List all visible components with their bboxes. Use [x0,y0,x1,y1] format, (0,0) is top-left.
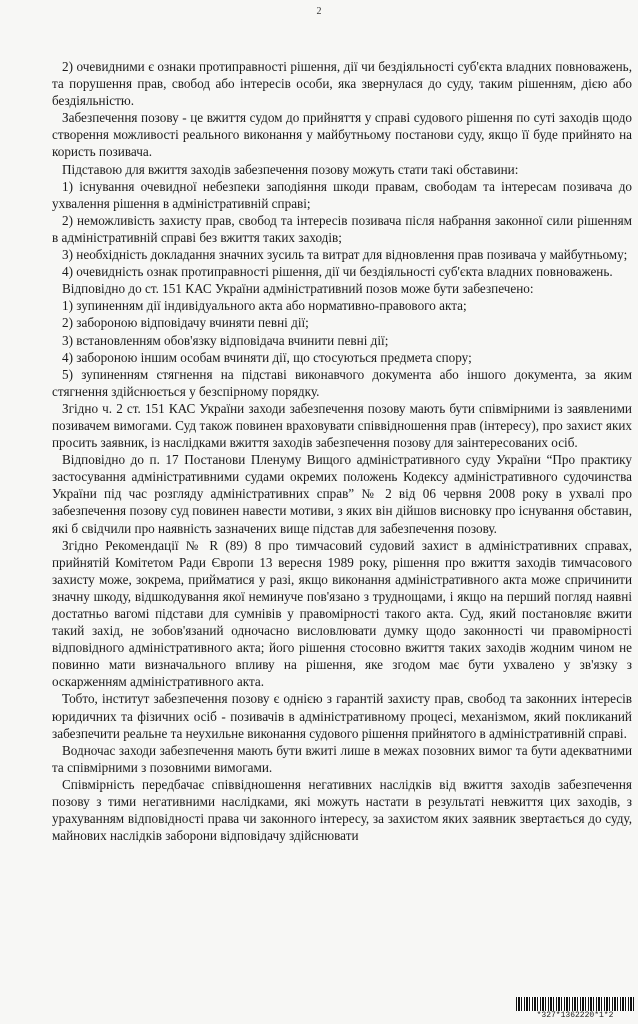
paragraph: Згідно Рекомендації № R (89) 8 про тимчасовий судовий захист в адміністративних справах, прийнятій Комітетом Ради Європи 13 вересня 1989 року, рішення про вжиття заходів тимчасового захисту може, зокрема, прийматися у разі, якщо виконання адміністративного акта може спричинити значну шкоду, відшкодування якої неминуче пов'язано з труднощами, і якщо на перший погляд наявні достатньо вагомі підстави для сумнівів у правомірності такого акта. Суд, який постановляє вжити такий захід, не зобов'язаний одночасно висловлювати думку щодо законності чи правомірності відповідного адміністративного акта; його рішення стосовно вжиття таких заходів жодним чином не повинно мати визначального впливу на рішення, яке згодом має бути ухвалено у зв'язку з оскарженням адміністративного акта. [52,537,632,690]
paragraph: 4) забороною іншим особам вчиняти дії, що стосуються предмета спору; [62,349,472,365]
paragraph: 2) очевидними є ознаки протиправності рішення, дії чи бездіяльності суб'єкта владних повноважень, та порушення прав, свобод або інтересів особи, яка звернулася до суду, таким рішенням, дією або бездіяльністю. [52,59,632,109]
paragraph: 4) очевидність ознак протиправності рішення, дії чи бездіяльності суб'єкта владних повноважень. [62,264,613,280]
paragraph: Тобто, інститут забезпечення позову є однією з гарантій захисту прав, свобод та законних інтересів юридичних та фізичних осіб - позивачів в адміністративному процесі, механізмом, який покликаний забезпечити реальне та неухильне виконання судового рішення прийнятого в адміністративній справі. [52,691,632,741]
paragraph: 1) зупиненням дії індивідуального акта або нормативно-правового акта; [62,298,467,314]
paragraph: Співмірність передбачає співвідношення негативних наслідків від вжиття заходів забезпечення позову з тими негативними наслідками, які можуть настати в результаті невжиття цих заходів, з урахуванням відповідності права чи законного інтересу, за захистом яких заявник звертається до суду, майнових наслідків заборони відповідачу здійснювати [52,776,632,844]
paragraph: 2) неможливість захисту прав, свобод та інтересів позивача після набрання законної сили рішенням в адміністративній справі без вжиття таких заходів; [52,212,632,245]
paragraph: Відповідно до ст. 151 КАС України адміністративний позов може бути забезпечено: [62,281,534,297]
barcode-text: *327*1362220*1*2 [536,1011,614,1020]
paragraph: 3) встановленням обов'язку відповідача вчинити певні дії; [62,332,389,348]
paragraph: Згідно ч. 2 ст. 151 КАС України заходи забезпечення позову мають бути співмірними із заявленими позивачем вимогами. Суд також повинен враховувати співвідношення прав (інтересу), про захист яких просить заявник, із наслідками вжиття заходів забезпечення позову для заінтересованих осіб. [52,400,632,451]
document-barcode [516,997,634,1020]
page-number: 2 [316,6,322,17]
document-body [52,58,632,844]
paragraph: 1) існування очевидної небезпеки заподіяння шкоди правам, свободам та інтересам позивача до ухвалення рішення в адміністративній справі; [52,178,632,211]
paragraph: Водночас заходи забезпечення мають бути вжиті лише в межах позовних вимог та бути адекватними та співмірними з позовними вимогами. [52,742,632,775]
paragraph: Відповідно до п. 17 Постанови Пленуму Вищого адміністративного суду України “Про практику застосування адміністративними судами окремих положень Кодексу адміністративного судочинства України під час розгляду адміністративних справ” № 2 від 06 червня 2008 року в ухвалі про забезпечення позову суд повинен навести мотиви, з яких він дійшов висновку про існування обставин, які б свідчили про наявність зазначених вище підстав для забезпечення позову. [52,452,632,536]
barcode-bars [516,997,634,1011]
paragraph: 2) забороною відповідачу вчиняти певні дії; [62,315,309,331]
paragraph: 5) зупиненням стягнення на підставі виконавчого документа або іншого документа, за яким стягнення здійснюється у безспірному порядку. [52,366,632,399]
paragraph: Підставою для вжиття заходів забезпечення позову можуть стати такі обставини: [62,161,519,177]
paragraph: Забезпечення позову - це вжиття судом до прийняття у справі судового рішення по суті заходів щодо створення можливості реального виконання у майбутньому постанови суду, якщо її буде прийнято на користь позивача. [52,110,632,160]
paragraph: 3) необхідність докладання значних зусиль та витрат для відновлення прав позивача у майбутньому; [62,247,628,263]
